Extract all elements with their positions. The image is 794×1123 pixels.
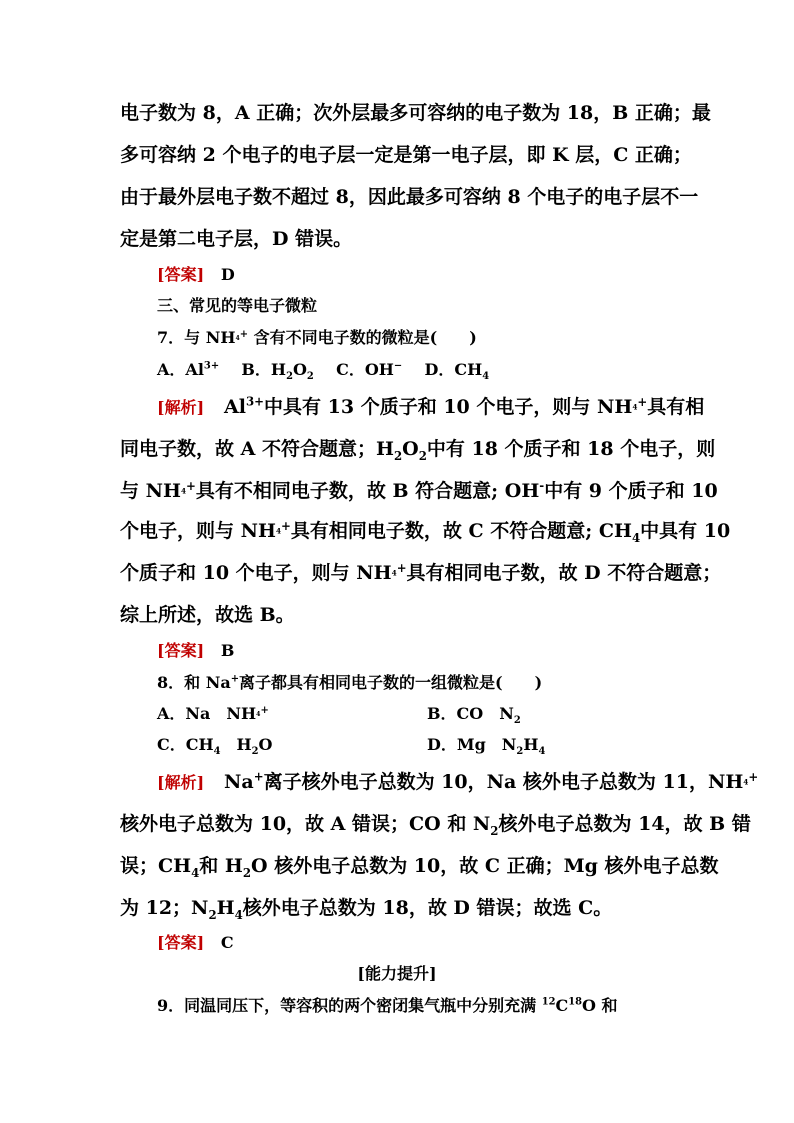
section-heading: [能力提升]	[357, 964, 437, 983]
answer-line	[157, 935, 234, 951]
text-line: 定是第二电子层，D 错误。	[120, 228, 353, 250]
answer-line	[157, 643, 234, 659]
analysis-label: [解析]	[157, 773, 205, 792]
analysis-8-line4: 为 12；$N_2H_4$核外电子总数为 18，故 D 错误；故选 C。	[120, 897, 613, 922]
analysis-7-line5: 个质子和 10 个电子，则与 $NH^{_4+}$具有相同电子数，故 D 不符合题意；	[120, 560, 722, 584]
analysis-7-line1: [解析] $Al^{3+}$中具有 13 个质子和 10 个电子，则与 $NH^{_4+}$具有相	[157, 394, 705, 418]
text-line: 电子数为 8，A 正确；次外层最多可容纳的电子数为 18，B 正确；最	[120, 102, 711, 124]
option-b: B．$H_2O_2$	[241, 360, 314, 383]
analysis-7-line3: 与 $NH^{_4+}$具有不相同电子数，故 B 符合题意; OH-中有 9 个质子和 10	[120, 478, 718, 502]
text: 含有不同电子数的微粒是( )	[253, 328, 477, 347]
section-title: 三、常见的等电子微粒	[157, 296, 318, 315]
analysis-8-line2: 核外电子总数为 10，故 A 错误；CO 和 $N_2$核外电子总数为 14，故 B 错	[120, 813, 751, 838]
question-8-stem: 8．和 Na+离子都具有相同电子数的一组微粒是( )	[157, 673, 543, 692]
answer-value: B	[220, 641, 235, 660]
analysis-7-line4: 个电子，则与 $NH^{_4+}$具有相同电子数，故 C 不符合题意; $CH_4$中具有 10	[120, 518, 731, 545]
option-c: C．OH−	[336, 360, 403, 379]
text-line: 由于最外层电子数不超过 8，因此最多可容纳 8 个电子的电子层不一	[120, 186, 699, 208]
question-7-stem	[157, 330, 477, 346]
answer-label: [答案]	[157, 933, 205, 952]
answer-line	[157, 267, 235, 283]
analysis-label: [解析]	[157, 398, 205, 417]
option-a: A．$Al^{3+}$	[157, 360, 220, 379]
text-line: 多可容纳 2 个电子的电子层一定是第一电子层，即 K 层，C 正确；	[120, 144, 692, 166]
question-8-option-d: D．Mg $N_2H_4$	[427, 735, 546, 758]
analysis-7-line6: 综上所述，故选 B。	[120, 604, 295, 626]
analysis-8-line3: 误；$CH_4$和 $H_2O$ 核外电子总数为 10，故 C 正确；Mg 核外电子总数	[120, 855, 719, 880]
question-7-options	[157, 360, 490, 383]
answer-label: [答案]	[157, 641, 205, 660]
question-9-stem: 9．同温同压下，等容积的两个密闭集气瓶中分别充满 $^{12}C^{18}O$ 和	[157, 996, 618, 1015]
question-8-option-a: A．Na $NH^{_4+}$	[157, 704, 269, 723]
answer-value: D	[220, 265, 235, 284]
subscript: 4	[235, 334, 240, 342]
analysis-8-line1: [解析] Na+离子核外电子总数为 10，Na 核外电子总数为 11，$NH^{_4+}$	[157, 769, 759, 793]
question-8-option-c: C．$CH_4$ $H_2O$	[157, 735, 273, 758]
question-8-option-b: B．CO $N_2$	[427, 704, 521, 727]
superscript: +	[239, 328, 249, 340]
option-d: D．$CH_4$	[424, 360, 490, 383]
text: 7．与 NH	[157, 328, 236, 347]
analysis-7-line2: 同电子数，故 A 不符合题意；$H_2O_2$中有 18 个质子和 18 个电子，则	[120, 438, 716, 463]
answer-label: [答案]	[157, 265, 205, 284]
answer-value: C	[220, 933, 234, 952]
